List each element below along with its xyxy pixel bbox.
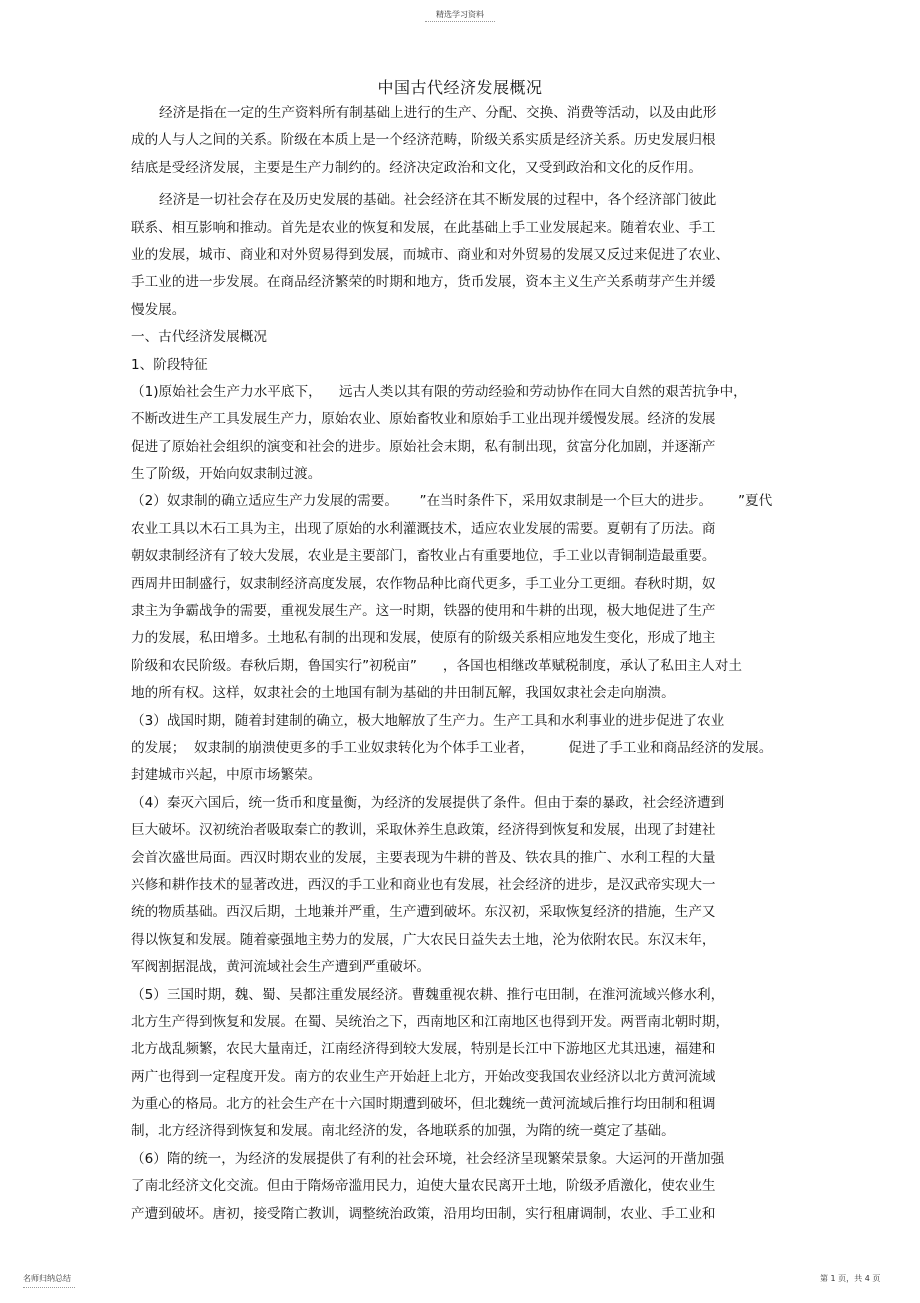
text-line: 不断改进生产工具发展生产力，原始农业、原始畜牧业和原始手工业出现并缓慢发展。经济的发展	[131, 411, 716, 428]
text-line: （1)原始社会生产力水平底下， 远古人类以其有限的劳动经验和劳动协作在同大自然的艰苦抗争中，	[131, 383, 747, 400]
text-line: 结底是受经济发展，主要是生产力制约的。经济决定政治和文化，又受到政治和文化的反作用。	[131, 159, 702, 176]
section-heading: 一、古代经济发展概况	[131, 329, 267, 346]
text-line: 巨大破坏。汉初统治者吸取秦亡的教训，采取休养生息政策，经济得到恢复和发展，出现了封建社	[131, 822, 716, 839]
text-line: 经济是指在一定的生产资料所有制基础上进行的生产、分配、交换、消费等活动，以及由此形	[159, 105, 717, 121]
text-line: 生了阶级，开始向奴隶制过渡。	[131, 466, 322, 483]
text-line: 阶级和农民阶级。春秋后期，鲁国实行”初税亩” ，各国也相继改革赋税制度，承认了私田主人对土	[131, 657, 742, 674]
text-line: 经济是一切社会存在及历史发展的基础。社会经济在其不断发展的过程中，各个经济部门彼此	[159, 192, 717, 209]
text-line: 的发展； 奴隶制的崩溃使更多的手工业奴隶转化为个体手工业者， 促进了手工业和商品经济的发展。	[131, 739, 773, 756]
text-line: 了南北经济文化交流。但由于隋炀帝滥用民力，迫使大量农民离开土地，阶级矛盾激化，使农业生	[131, 1178, 716, 1195]
text-line: 为重心的格局。北方的社会生产在十六国时期遭到破坏，但北魏统一黄河流域后推行均田制和租调	[131, 1096, 716, 1113]
text-line: 隶主为争霸战争的需要，重视发展生产。这一时期，铁器的使用和牛耕的出现，极大地促进了生产	[131, 603, 716, 620]
text-line: 农业工具以木石工具为主，出现了原始的水利灌溉技术，适应农业发展的需要。夏朝有了历法。商	[131, 520, 716, 537]
text-line: （2）奴隶制的确立适应生产力发展的需要。 ”在当时条件下，采用奴隶制是一个巨大的进步。 ”夏代	[131, 493, 773, 510]
text-line: 制，北方经济得到恢复和发展。南北经济的发，各地联系的加强，为隋的统一奠定了基础。	[131, 1123, 675, 1140]
text-line: 兴修和耕作技术的显著改进，西汉的手工业和商业也有发展，社会经济的进步，是汉武帝实现大一	[131, 876, 716, 893]
text-line: 朝奴隶制经济有了较大发展，农业是主要部门，畜牧业占有重要地位，手工业以青铜制造最重要。	[131, 548, 716, 565]
text-line: （3）战国时期，随着封建制的确立，极大地解放了生产力。生产工具和水利事业的进步促进了农业	[131, 712, 725, 729]
text-line: 联系、相互影响和推动。首先是农业的恢复和发展，在此基础上手工业发展起来。随着农业、手工	[131, 219, 716, 236]
text-line: 封建城市兴起，中原市场繁荣。	[131, 767, 322, 784]
footer-label: 名师归纳总结	[23, 1274, 71, 1283]
text-line: 军阀割据混战，黄河流域社会生产遭到严重破坏。	[131, 959, 431, 976]
subsection-heading: 1、阶段特征	[131, 356, 208, 373]
text-line: 业的发展，城市、商业和对外贸易得到发展，而城市、商业和对外贸易的发展又反过来促进了农业、	[131, 246, 730, 263]
footer-divider	[23, 1287, 75, 1288]
text-line: 西周井田制盛行，奴隶制经济高度发展，农作物品种比商代更多，手工业分工更细。春秋时期，奴	[131, 575, 716, 592]
text-line: 慢发展。	[131, 301, 186, 318]
text-line: 统的物质基础。西汉后期，土地兼并严重，生产遭到破坏。东汉初，采取恢复经济的措施，生产又	[131, 904, 716, 921]
text-line: 手工业的进一步发展。在商品经济繁荣的时期和地方，货币发展，资本主义生产关系萌芽产生并缓	[131, 274, 716, 291]
text-line: （5）三国时期，魏、蜀、吴都注重发展经济。曹魏重视农耕、推行屯田制，在淮河流域兴修水利，	[131, 986, 725, 1003]
document-title: 中国古代经济发展概况	[377, 78, 543, 97]
document-body	[131, 100, 841, 1228]
text-line: 得以恢复和发展。随着豪强地主势力的发展，广大农民日益失去土地，沦为依附农民。东汉末年，	[131, 931, 716, 948]
text-line: 会首次盛世局面。西汉时期农业的发展，主要表现为牛耕的普及、铁农具的推广、水利工程的大量	[131, 849, 716, 866]
page-number: 第 1 页，共 4 页	[820, 1274, 881, 1283]
text-line: （6）隋的统一，为经济的发展提供了有利的社会环境，社会经济呈现繁荣景象。大运河的开凿加强	[131, 1150, 725, 1167]
text-line: 北方战乱频繁，农民大量南迁，江南经济得到较大发展，特别是长江中下游地区尤其迅速，福建和	[131, 1041, 716, 1058]
text-line: 北方生产得到恢复和发展。在蜀、吴统治之下，西南地区和江南地区也得到开发。两晋南北朝时期，	[131, 1013, 730, 1030]
header-divider	[425, 21, 495, 22]
page-header: 精选学习资料	[436, 10, 484, 19]
text-line: （4）秦灭六国后，统一货币和度量衡，为经济的发展提供了条件。但由于秦的暴政，社会经济遭到	[131, 794, 725, 811]
text-line: 力的发展，私田增多。土地私有制的出现和发展，使原有的阶级关系相应地发生变化，形成了地主	[131, 630, 716, 647]
text-line: 产遭到破坏。唐初，接受隋亡教训，调整统治政策，沿用均田制，实行租庸调制，农业、手工业和	[131, 1205, 716, 1222]
text-line: 两广也得到一定程度开发。南方的农业生产开始赶上北方，开始改变我国农业经济以北方黄河流域	[131, 1068, 716, 1085]
text-line: 地的所有权。这样，奴隶社会的土地国有制为基础的井田制瓦解，我国奴隶社会走向崩溃。	[131, 685, 675, 702]
text-line: 成的人与人之间的关系。阶级在本质上是一个经济范畴，阶级关系实质是经济关系。历史发展归根	[131, 132, 716, 149]
text-line: 促进了原始社会组织的演变和社会的进步。原始社会末期，私有制出现，贫富分化加剧，并逐渐产	[131, 438, 716, 455]
